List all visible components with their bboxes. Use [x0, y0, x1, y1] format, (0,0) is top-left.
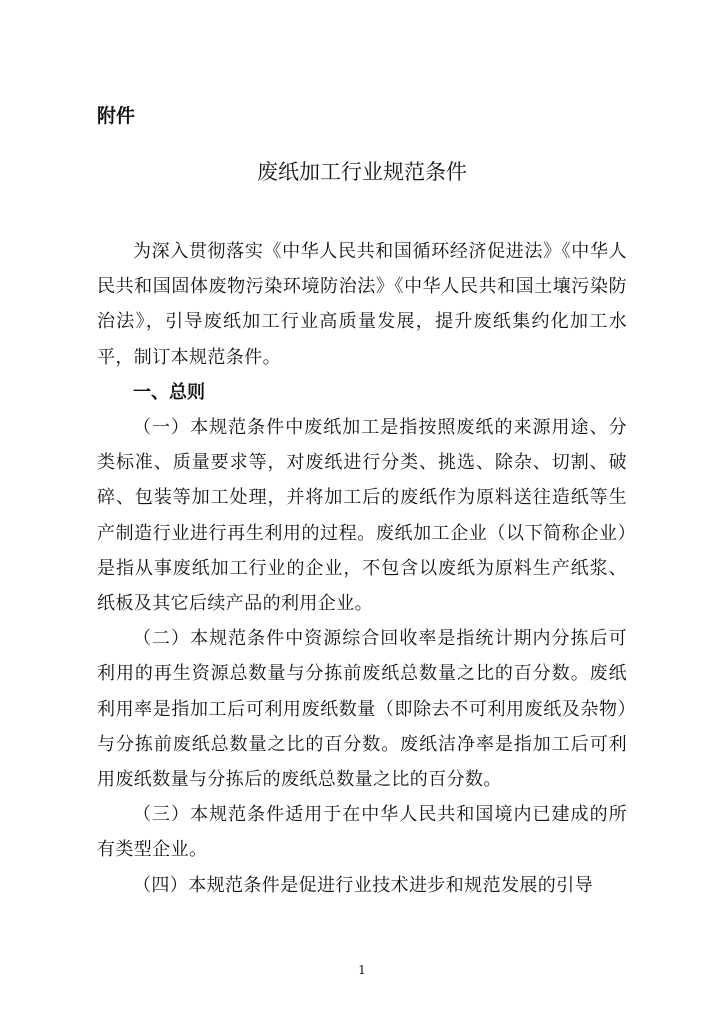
- page-number: 1: [358, 963, 366, 977]
- clause-4-paragraph: （四）本规范条件是促进行业技术进步和规范发展的引导: [133, 874, 593, 896]
- section-heading-general: 一、总则: [133, 381, 205, 403]
- clause-3-paragraph: （三）本规范条件适用于在中华人民共和国境内已建成的所有类型企业。: [97, 804, 627, 861]
- intro-paragraph: 为深入贯彻落实《中华人民共和国循环经济促进法》《中华人民共和国固体废物污染环境防治法》《中华人民共和国土壤污染防治法》，引导废纸加工行业高质量发展，提升废纸集约化加工水平，制订本规范条件。: [97, 241, 627, 368]
- clause-1-paragraph: （一）本规范条件中废纸加工是指按照废纸的来源用途、分类标准、质量要求等，对废纸进行分类、挑选、除杂、切割、破碎、包装等加工处理，并将加工后的废纸作为原料送往造纸等生产制造行业进行再生利用的过程。废纸加工企业（以下简称企业）是指从事废纸加工行业的企业，不包含以废纸为原料生产纸浆、纸板及其它后续产品的利用企业。: [97, 417, 627, 615]
- document-title: 废纸加工行业规范条件: [257, 160, 467, 184]
- clause-2-paragraph: （二）本规范条件中资源综合回收率是指统计期内分拣后可利用的再生资源总数量与分拣前废纸总数量之比的百分数。废纸利用率是指加工后可利用废纸数量（即除去不可利用废纸及杂物）与分拣前废纸总数量之比的百分数。废纸洁净率是指加工后可利用废纸数量与分拣后的废纸总数量之比的百分数。: [97, 628, 627, 791]
- document-body: [97, 234, 627, 903]
- attachment-label: 附件: [97, 105, 136, 127]
